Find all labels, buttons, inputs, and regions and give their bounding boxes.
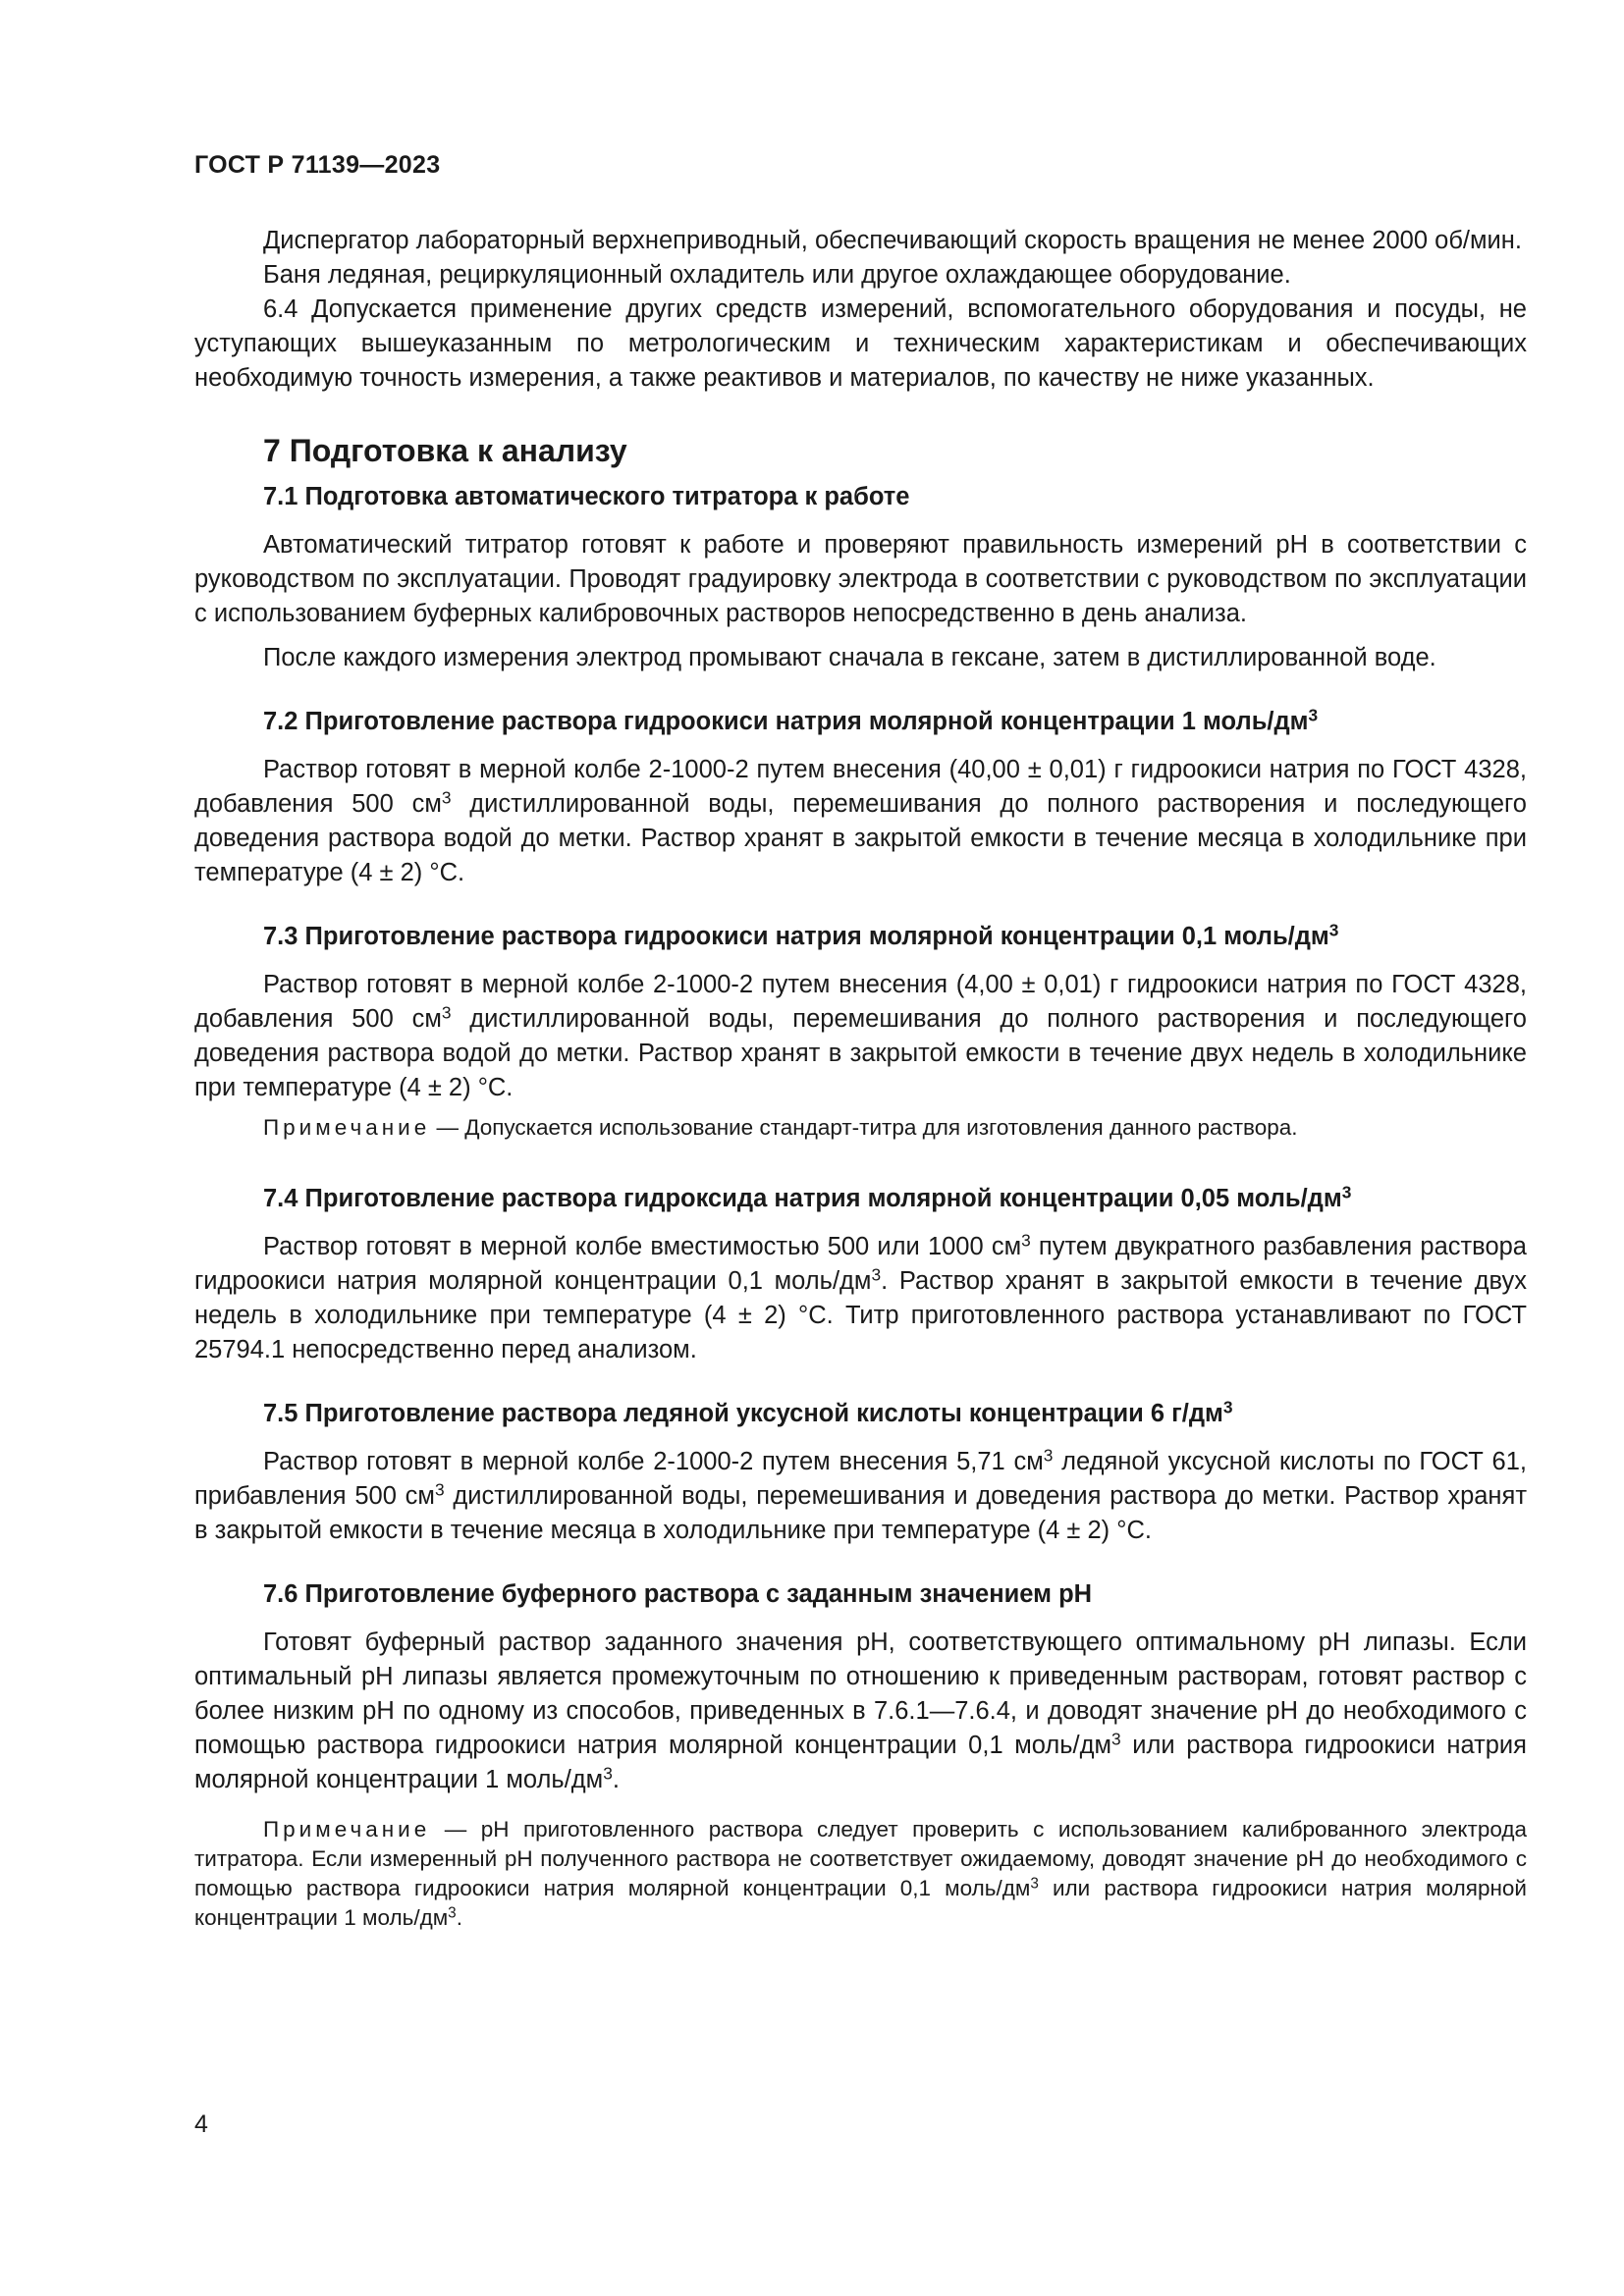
section-7-5-paragraph: Раствор готовят в мерной колбе 2-1000-2 путем внесения 5,71 $см^3$ ледяной уксусной кислоты по ГОСТ 61, прибавления 500 $см^3$ дистиллированной воды, перемешивания и доведения раствора до метки. Раствор хранят в закрытой емкости в течение месяца в холодильнике при температуре (4 ± 2) °С. xyxy=(194,1445,1528,1544)
section-7-4-title: 7.4 Приготовление раствора гидроксида натрия молярной концентрации 0,05 моль/$дм^3$ xyxy=(263,1182,1352,1212)
section-7-2-title: 7.2 Приготовление раствора гидроокиси натрия молярной концентрации 1 моль/$дм^3$ xyxy=(263,705,1319,735)
section-7-title: 7 Подготовка к анализу xyxy=(263,433,627,468)
section-7-1-paragraph-2: После каждого измерения электрод промывают сначала в гексане, затем в дистиллированной воде. xyxy=(263,644,1436,671)
section-7-1-title: 7.1 Подготовка автоматического титратора к работе xyxy=(263,483,910,510)
section-7-2-paragraph: Раствор готовят в мерной колбе 2-1000-2 путем внесения (40,00 ± 0,01) г гидроокиси натрия по ГОСТ 4328, добавления 500 $см^3$ дистиллированной воды, перемешивания до полного растворения и последующего доведения раствора водой до метки. Раствор хранят в закрытой емкости в течение месяца в холодильнике при температуре (4 ± 2) °С. xyxy=(194,756,1527,886)
section-7-5-title: 7.5 Приготовление раствора ледяной уксусной кислоты концентрации 6 $г/дм^3$ xyxy=(263,1397,1233,1427)
section-7-3-note: Примечание — Допускается использование стандарт-титра для изготовления данного раствора. xyxy=(263,1115,1298,1140)
section-7-3-paragraph: Раствор готовят в мерной колбе 2-1000-2 путем внесения (4,00 ± 0,01) г гидроокиси натрия по ГОСТ 4328, добавления 500 $см^3$ дистиллированной воды, перемешивания до полного растворения и последующего доведения раствора водой до метки. Раствор хранят в закрытой емкости в течение двух недель в холодильнике при температуре (4 ± 2) °С. xyxy=(194,971,1527,1101)
section-7-6-paragraph: Готовят буферный раствор заданного значения рН, соответствующего оптимальному рН липазы. Если оптимальный рН липазы является промежуточным по отношению к приведенным растворам, готовят раствор с более низким рН по одному из способов, приведенных в 7.6.1—7.6.4, и доводят значение рН до необходимого с помощью раствора гидроокиси натрия молярной концентрации 0,1 моль/$дм^3$ или раствора гидроокиси натрия молярной концентрации 1 моль/$дм^3$. xyxy=(194,1629,1527,1793)
document-header: ГОСТ Р 71139—2023 xyxy=(194,151,441,179)
section-7-6-title: 7.6 Приготовление буферного раствора с заданным значением рН xyxy=(263,1580,1093,1608)
section-7-3-title: 7.3 Приготовление раствора гидроокиси натрия молярной концентрации 0,1 моль/$дм^3$ xyxy=(263,920,1339,950)
section-7-6-note: Примечание — рН приготовленного раствора следует проверить с использованием калиброванного электрода титратора. Если измеренный рН полученного раствора не соответствует ожидаемому, доводят значение рН до необходимого с помощью раствора гидроокиси натрия молярной концентрации 0,1 моль/$дм^3$ или раствора гидроокиси натрия молярной концентрации 1 моль/$дм^3$. xyxy=(194,1817,1527,1930)
intro-paragraph-3: 6.4 Допускается применение других средств измерений, вспомогательного оборудования и посуды, не уступающих вышеуказанным по метрологическим и техническим характеристикам и обеспечивающих необходимую точность измерения, а также реактивов и материалов, по качеству не ниже указанных. xyxy=(194,295,1527,392)
page-number: 4 xyxy=(194,2110,208,2138)
intro-paragraph-2: Баня ледяная, рециркуляционный охладитель или другое охлаждающее оборудование. xyxy=(263,261,1291,289)
section-7-4-paragraph: Раствор готовят в мерной колбе вместимостью 500 или 1000 $см^3$ путем двукратного разбавления раствора гидроокиси натрия молярной концентрации 0,1 моль/$дм^3$. Раствор хранят в закрытой емкости в течение двух недель в холодильнике при температуре (4 ± 2) °С. Титр приготовленного раствора устанавливают по ГОСТ 25794.1 непосредственно перед анализом. xyxy=(194,1230,1527,1363)
page-content xyxy=(194,224,1527,1933)
section-7-1-paragraph-1: Автоматический титратор готовят к работе и проверяют правильность измерений рН в соответствии с руководством по эксплуатации. Проводят градуировку электрода в соответствии с руководством по эксплуатации с использованием буферных калибровочных растворов непосредственно в день анализа. xyxy=(194,531,1527,627)
intro-paragraph-1: Диспергатор лабораторный верхнеприводный, обеспечивающий скорость вращения не менее 2000 об/мин. xyxy=(263,227,1522,254)
